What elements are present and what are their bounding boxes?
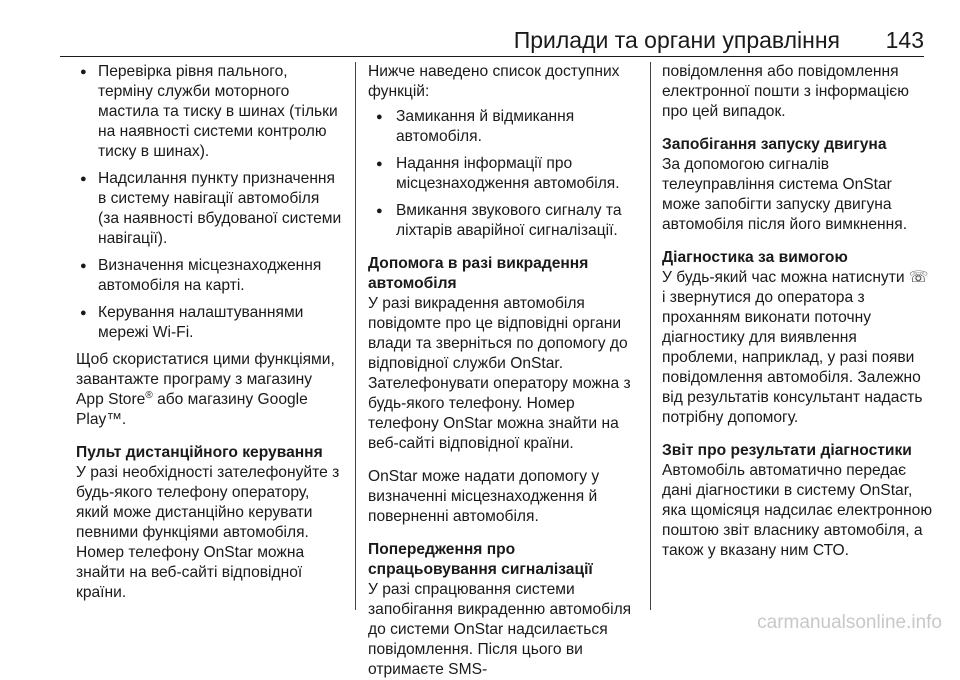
page-number: 143 — [885, 27, 924, 53]
list-item: ● Керування налаштуваннями мережі Wi-Fi. — [76, 303, 344, 343]
theft-paragraph: У разі викрадення автомобіля повідомте про це відповідні органи влади та зверніться по допомогу до відповідної служби OnStar. Зателефонувати оператору можна з будь-якого телефону. Номер телефону OnStar можна знайти на веб-сайті відповідної країни. — [368, 295, 631, 452]
report-paragraph: Автомобіль автоматично передає дані діагностики в систему OnStar, яка щомісяця надсилає електронною поштою звіт власнику автомобіля, а також у вказану ним СТО. — [662, 462, 933, 559]
page-header — [0, 0, 960, 58]
diag-text-1: У будь-який час можна натиснути — [662, 269, 909, 286]
theft-paragraph-2: OnStar може надати допомогу у визначенні місцезнаходження й поверненні автомобіля. — [368, 468, 600, 525]
column-divider-2 — [650, 62, 651, 610]
prevent-paragraph: За допомогою сигналів телеуправління система OnStar може запобігти запуску двигуна автомобіля після його вимкнення. — [662, 156, 908, 233]
list-item: ● Надсилання пункту призначення в систему навігації автомобіля (за наявності вбудованої системи навігації). — [76, 169, 344, 249]
app-text-2: або магазину Google Play™. — [76, 391, 308, 428]
list-item: ● Надання інформації про місцезнаходження автомобіля. — [368, 154, 634, 194]
alarm-heading: Попередження про спрацьовування сигналізації — [368, 541, 593, 578]
onstar-phone-icon: ☏ — [908, 269, 929, 286]
column-3 — [662, 62, 934, 561]
list-item: ● Замикання й відмикання автомобіля. — [368, 107, 634, 147]
remote-heading: Пульт дистанційного керування — [76, 444, 323, 461]
column-2 — [368, 62, 634, 680]
watermark: carmanualsonline.info — [757, 612, 942, 633]
page-title: Прилади та органи управління — [513, 27, 840, 53]
remote-paragraph: У разі необхідності зателефонуйте з будь-якого телефону оператору, який може дистанційно керувати певними функціями автомобіля. Номер телефону OnStar можна знайти на веб-сайті відповідної країни. — [76, 464, 340, 601]
list-item: ● Вмикання звукового сигналу та ліхтарів аварійної сигналізації. — [368, 201, 634, 241]
report-heading: Звіт про результати діагностики — [662, 442, 912, 459]
features-list — [76, 62, 344, 343]
alarm-paragraph: У разі спрацювання системи запобігання викраденню автомобіля до системи OnStar надсилається повідомлення. Після цього ви отримаєте SMS- — [368, 581, 632, 678]
continued-paragraph: повідомлення або повідомлення електронної пошти з інформацією про цей випадок. — [662, 63, 909, 120]
column-divider-1 — [355, 62, 356, 610]
diag-paragraph — [662, 268, 934, 428]
diag-text-2: і звернутися до оператора з проханням виконати поточну діагностику для виявлення проблеми, наприклад, у разі появи повідомлення автомобіля. Залежно від результатів консультант надасть потрібну допомогу. — [662, 289, 923, 426]
functions-list — [368, 107, 634, 241]
app-text-1: Щоб скористатися цими функціями, завантажте програму з магазину App Store — [76, 351, 335, 408]
list-item: ● Перевірка рівня пального, терміну служби моторного мастила та тиску в шинах (тільки на наявності системи контролю тиску в шинах). — [76, 62, 344, 162]
prevent-heading: Запобігання запуску двигуна — [662, 136, 887, 153]
theft-heading: Допомога в разі викрадення автомобіля — [368, 255, 589, 292]
column-1 — [76, 62, 344, 603]
functions-intro: Нижче наведено список доступних функцій: — [368, 63, 620, 100]
list-item: ● Визначення місцезнаходження автомобіля на карті. — [76, 256, 344, 296]
app-paragraph — [76, 350, 344, 430]
registered-mark: ® — [145, 389, 153, 401]
diag-heading: Діагностика за вимогою — [662, 249, 848, 266]
header-rule — [60, 56, 924, 57]
